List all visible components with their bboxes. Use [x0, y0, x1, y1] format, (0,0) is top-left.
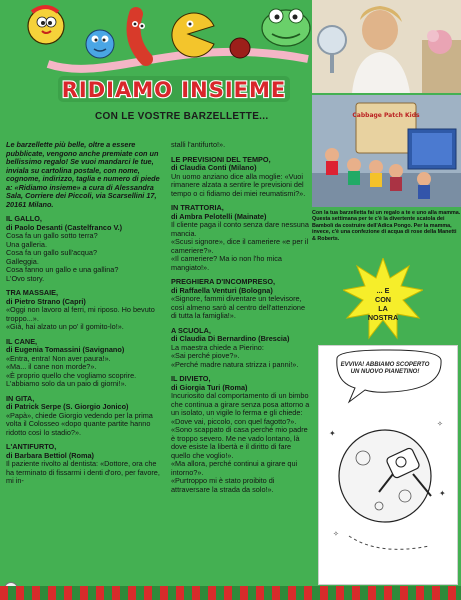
joke-line: «Papà», chiede Giorgio vedendo per la prima volta il Colosseo «dopo quante partite hanno ridotto così lo stadio?».	[6, 410, 153, 437]
joke-title: IN TRATTORIA,	[171, 203, 224, 212]
joke-title: IL DIVIETO,	[171, 374, 211, 383]
box-label: Cabbage Patch Kids	[352, 112, 420, 119]
dark-ball-icon	[230, 38, 250, 58]
joke-line: «Perché madre natura strizza i panni!».	[171, 359, 299, 369]
joke-item	[171, 204, 311, 272]
joke-item	[6, 289, 162, 332]
joke-line: La maestra chiede a Pierino:	[171, 342, 264, 352]
toys-illustration	[312, 95, 461, 207]
joke-line: «Ma... il cane non morde?».	[6, 362, 97, 371]
pink-tail-shape	[48, 52, 308, 69]
joke-line: Incuriosito dal comportamento di un bimbo che continua a girare senza posa attorno a un isolato, un vigile lo ferma e gli chiede:	[171, 391, 310, 417]
joke-line: Il paziente rivolto al dentista: «Dottore, ora che ha terminato di fissarmi i denti d'oro, per favore, mi in-	[6, 459, 160, 485]
joke-author: di Paolo Desanti (Castelfranco V.)	[6, 222, 123, 232]
joke-line: «Il cameriere? Ma io non l'ho mica mangiato!».	[171, 254, 282, 272]
intro-paragraph: Le barzellette più belle, oltre a essere pubblicate, vengono anche premiate con un bellissimo regalo! Se vuoi mandarci le tue, inviala su cartolina postale, con nome, cognome, indirizzo, taglia e numero di piede a: «Ridiamo insieme» a cura di Alessandra Sala, Corriere dei Piccoli, via Scarsellini 17, 20161 Milano.	[6, 140, 160, 209]
joke-line: Una galleria.	[6, 239, 47, 249]
joke-title: IN GITA,	[6, 393, 35, 403]
starburst-line: ... E	[376, 286, 390, 295]
mascot-illustrations	[18, 4, 318, 74]
joke-line: Galleggia.	[6, 256, 39, 266]
banner-title: RIDIAMO INSIEME	[61, 78, 287, 102]
yellow-bird-icon	[28, 7, 64, 44]
woman-illustration	[312, 0, 461, 93]
joke-item	[171, 327, 311, 370]
yellow-face-icon	[172, 13, 214, 57]
joke-item	[171, 278, 311, 321]
joke-author: di Raffaella Venturi (Bologna)	[171, 285, 273, 295]
starburst-line: LA	[378, 304, 388, 313]
joke-title: IL CANE,	[6, 336, 38, 346]
joke-title: TRA MASSAIE,	[6, 288, 59, 297]
svg-text:✧: ✧	[333, 531, 339, 538]
joke-item	[6, 215, 162, 283]
joke-line: «Signore, fammi diventare un televisore, così almeno sarò al centro dell'attenzione di tutta la famiglia!».	[171, 294, 306, 320]
joke-author: di Claudia Conti (Milano)	[171, 163, 257, 172]
green-frog-icon	[262, 9, 310, 46]
joke-author: di Eugenia Tomassini (Savignano)	[6, 345, 125, 354]
joke-author: di Ambra Pelotelli (Mainate)	[171, 211, 267, 221]
joke-title: PREGHIERA D'INCOMPRESO,	[171, 277, 276, 286]
joke-line: Un uomo anziano dice alla moglie: «Vuoi rimanere alzata a sentire le previsioni del tempo o ci fidiamo dei miei reumatismi?».	[171, 171, 306, 198]
article-column-left	[6, 141, 162, 492]
joke-line: L'Ovo story.	[6, 273, 45, 283]
svg-text:✦: ✦	[329, 429, 336, 438]
red-sausage-icon	[132, 14, 146, 59]
planet-icon	[339, 430, 431, 522]
joke-line: Cosa fa un gallo sull'acqua?	[6, 248, 98, 257]
joke-line: «È proprio quello che vogliamo scoprire. L'abbiamo solo da un paio di giorni!».	[6, 370, 137, 388]
woman-photo	[312, 0, 461, 93]
joke-author: di Giorgia Turi (Roma)	[171, 382, 248, 392]
toys-photo	[312, 95, 461, 207]
blue-ball-icon	[86, 30, 114, 58]
joke-line: Cosa fa un gallo sotto terra?	[6, 231, 98, 240]
cartoon-drawing	[319, 346, 459, 586]
joke-line: Il cliente paga il conto senza dare nessuna mancia.	[171, 220, 309, 238]
joke-item	[171, 375, 311, 494]
joke-line: Cosa fanno un gallo e una gallina?	[6, 265, 119, 274]
speech-balloon-text: EVVIVA! ABBIAMO SCOPERTO UN NUOVO PIANETINO!	[340, 362, 430, 376]
starburst-line: CON	[375, 295, 391, 304]
starburst-text	[358, 286, 408, 322]
decorative-border	[0, 586, 461, 600]
banner-ribbon	[58, 74, 290, 104]
joke-author: di Barbara Bettiol (Roma)	[6, 450, 94, 460]
joke-item	[6, 338, 162, 389]
joke-line: «Sai perché piove?».	[171, 351, 240, 360]
continued-line: stalli l'antifurto!».	[171, 140, 226, 149]
photo-caption: Con la tua barzelletta fai un regalo a te e uno alla mamma. Questa settimana per te c'è la divertente scatola dei Bambolì da costruire dell'Adica Pongo. Per la mamma, invece, c'è una confezione di acqua di rose della Manetti & Roberts.	[312, 210, 461, 242]
joke-line: «Scusi signore», dice il cameriere «e per il cameriere?».	[171, 237, 309, 255]
joke-line: «Purtroppo mi è stato proibito di attraversare la strada da solo!».	[171, 476, 275, 494]
page-subtitle: CON LE VOSTRE BARZELLETTE...	[95, 111, 269, 122]
svg-text:✧: ✧	[437, 421, 443, 428]
joke-author: di Patrick Serpe (S. Giorgio Jonico)	[6, 402, 129, 411]
joke-line: «Sono scappato di casa perché mio padre è troppo severo. Me ne vado lontano, là dove esiste la libertà e il diritto di fare quello che voglio!».	[171, 425, 308, 460]
joke-author: di Claudia Di Bernardino (Brescia)	[171, 334, 290, 343]
joke-title: LE PREVISIONI DEL TEMPO,	[171, 154, 271, 164]
joke-line: «Ma allora, perché continui a girare qui intorno?».	[171, 459, 298, 477]
joke-item	[6, 443, 162, 486]
joke-line: «Dove vai, piccolo, con quel fagotto?».	[171, 416, 297, 426]
starburst-line: NOSTRA	[367, 313, 399, 322]
joke-title: L'ANTIFURTO,	[6, 442, 57, 451]
header	[0, 0, 312, 110]
joke-item	[171, 156, 311, 199]
svg-text:✦: ✦	[439, 489, 446, 498]
joke-item	[6, 395, 162, 438]
joke-line: «Entra, entra! Non aver paura!».	[6, 353, 111, 363]
joke-author: di Pietro Strano (Capri)	[6, 296, 86, 306]
article-column-middle	[171, 141, 311, 500]
joke-line: «Già, hai alzato un po' il gomito-lo!».	[6, 322, 124, 331]
joke-title: IL GALLO,	[6, 214, 42, 223]
joke-line: «Oggi non lavoro al ferri, mi riposo. Ho bevuto troppo...».	[6, 305, 155, 323]
joke-title: A SCUOLA,	[171, 325, 211, 335]
cartoon-panel	[318, 345, 458, 585]
